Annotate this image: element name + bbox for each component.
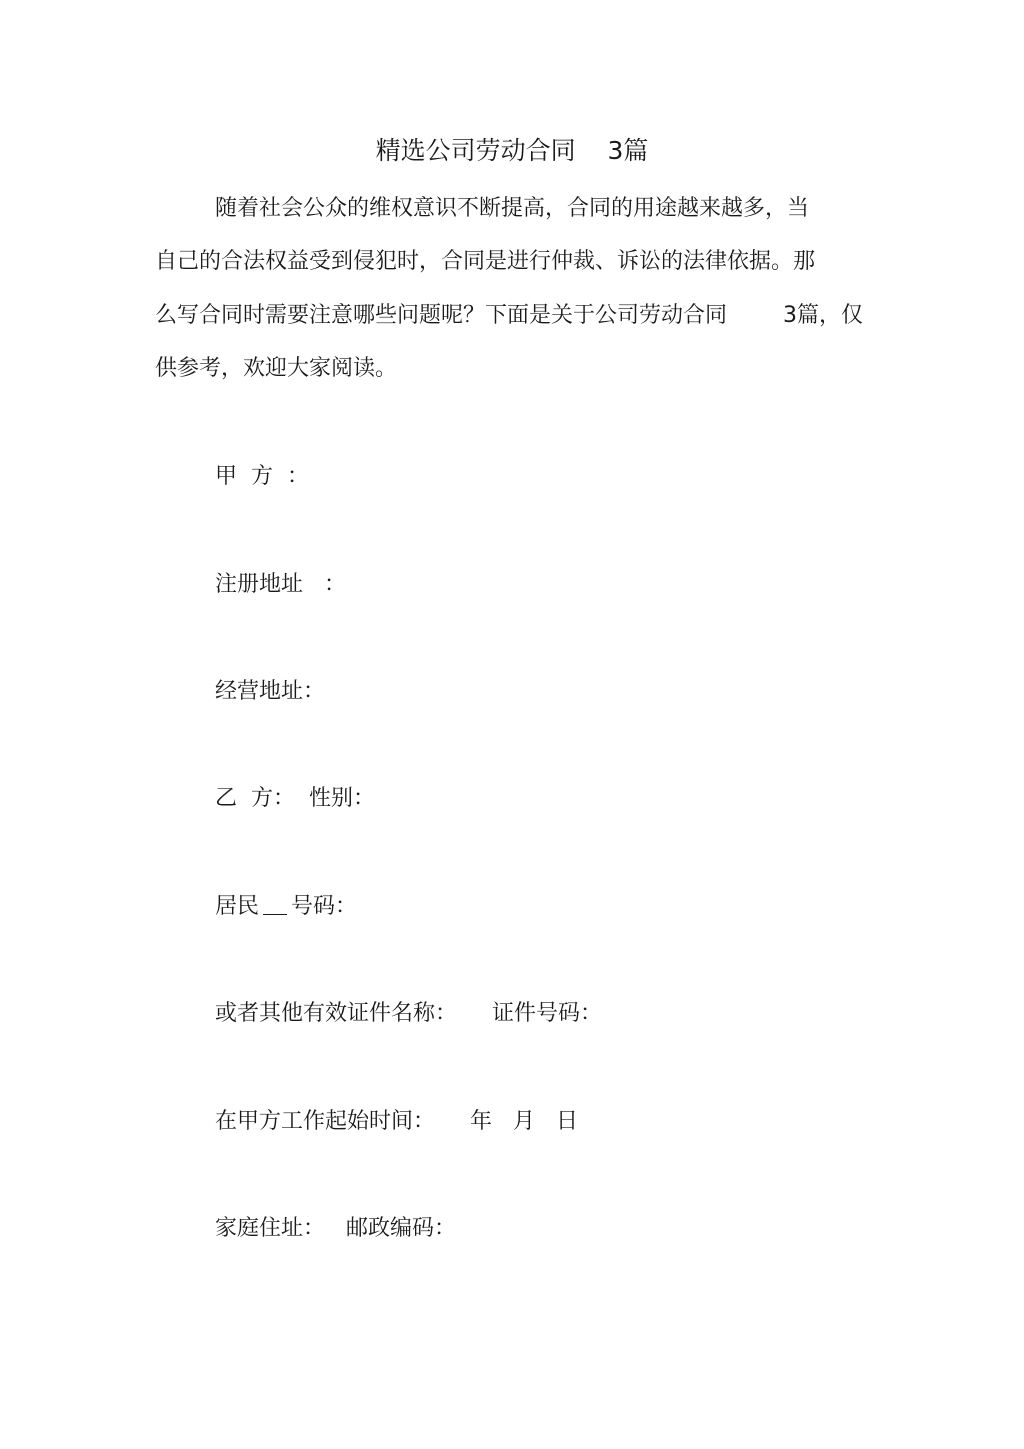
field-resident-prefix: 居民: [215, 894, 260, 919]
intro-line-3-count: 3: [782, 303, 797, 328]
title-suffix: 篇: [623, 136, 649, 165]
field-registered-address: 注册地址 ：: [215, 572, 346, 597]
field-postal-code: 邮政编码：: [346, 1216, 457, 1241]
field-party-b: 乙 方：: [215, 786, 295, 811]
field-id-number: 证件号码：: [491, 1001, 602, 1026]
title-count: 3: [607, 136, 624, 165]
intro-line-2: 自己的合法权益受到侵犯时，合同是进行仲裁、诉讼的法律依据。那: [155, 249, 816, 274]
field-party-b-row: [215, 784, 375, 814]
document-title: [0, 133, 1024, 169]
field-gender: 性别：: [309, 786, 376, 811]
field-home-address: 家庭住址：: [215, 1216, 326, 1241]
intro-line-4: 供参考，欢迎大家阅读。: [155, 356, 398, 381]
field-other-id-row: [215, 999, 602, 1029]
field-resident-suffix: 号码：: [291, 894, 358, 919]
field-other-id-name: 或者其他有效证件名称：: [215, 1001, 458, 1026]
field-start-time-row: [215, 1107, 578, 1137]
resident-blank-line: [263, 900, 287, 915]
title-text: 精选公司劳动合同: [375, 136, 576, 165]
intro-line-3: [155, 301, 863, 331]
intro-line-3-suffix: 篇，仅: [796, 303, 863, 328]
field-home-address-row: [215, 1214, 456, 1244]
field-business-address: 经营地址：: [215, 679, 326, 704]
intro-line-3-text: 么写合同时需要注意哪些问题呢？下面是关于公司劳动合同: [155, 303, 728, 328]
field-start-time: 在甲方工作起始时间：: [215, 1109, 436, 1134]
intro-line-1: 随着社会公众的维权意识不断提高，合同的用途越来越多，当: [215, 196, 810, 221]
field-date-parts: 年 月 日: [469, 1109, 578, 1134]
field-resident-id-row: [215, 892, 357, 922]
field-party-a: 甲 方 ：: [215, 464, 309, 489]
